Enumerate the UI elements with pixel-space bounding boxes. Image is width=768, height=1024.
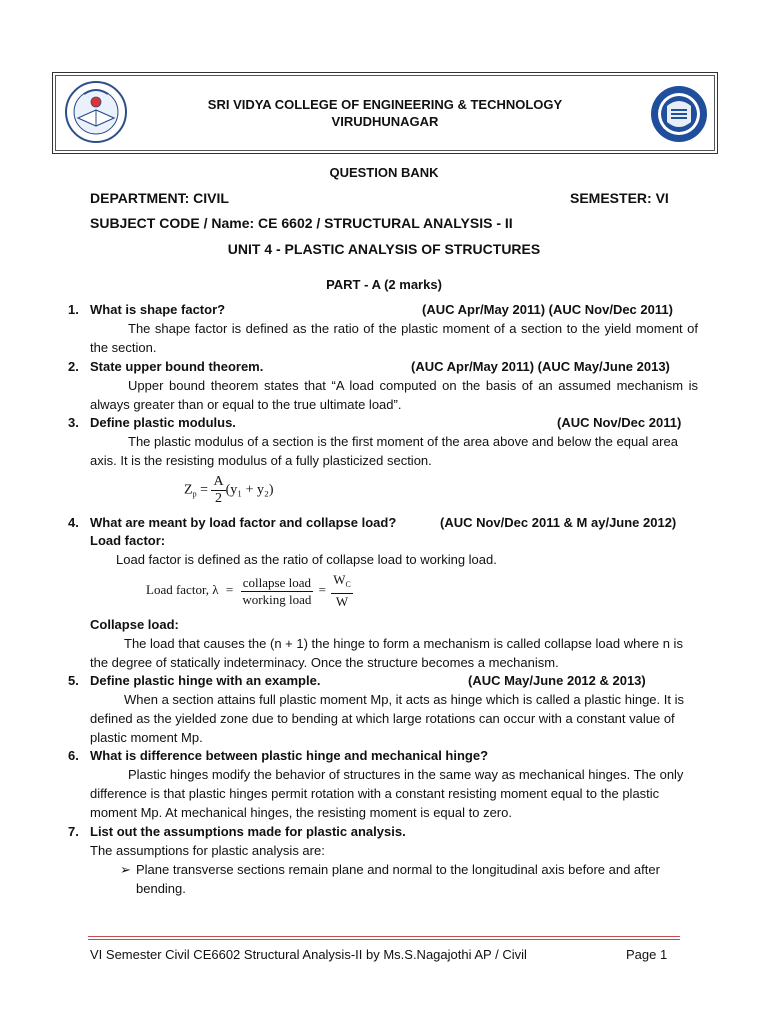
formula-denominator: working load: [242, 591, 312, 607]
question-number: 1.: [68, 302, 79, 317]
plastic-modulus-formula: [184, 474, 274, 507]
exam-reference: (AUC May/June 2012 & 2013): [468, 673, 646, 688]
load-factor-formula: [146, 572, 353, 610]
assumptions-intro: The assumptions for plastic analysis are:: [90, 843, 325, 858]
formula-lhs: Load factor, λ: [146, 581, 219, 597]
answer-text: The plastic modulus of a section is the first moment of the area above and below the equal area axis. It is the resisting modulus of a fully plasticized section.: [90, 434, 678, 468]
formula-fraction: [211, 474, 225, 507]
formula-denominator: W: [335, 594, 349, 609]
certification-logo-right: [648, 84, 710, 144]
college-name: SRI VIDYA COLLEGE OF ENGINEERING & TECHNOLOGY: [207, 97, 563, 112]
exam-reference: (AUC Nov/Dec 2011 & M ay/June 2012): [440, 515, 677, 530]
doc-title: QUESTION BANK: [329, 165, 439, 180]
formula-denominator: 2: [215, 491, 223, 506]
subheading-load-factor: Load factor:: [90, 533, 166, 548]
subheading-collapse-load: Collapse load:: [90, 617, 179, 632]
footer-rule-secondary: [88, 939, 680, 940]
answer-text: Upper bound theorem states that “A load computed on the basis of an assumed mechanism is always greater than or equal to the true ultimate load”.: [90, 378, 698, 412]
collapse-load-definition: The load that causes the (n + 1) the hinge to form a mechanism is called collapse load where n is the degree of statically indeterminacy. Once the structure becomes a mechanism.: [90, 636, 683, 670]
formula-lhs: Z: [184, 482, 193, 498]
formula-lhs-subscript: p: [192, 489, 197, 499]
unit-title: UNIT 4 - PLASTIC ANALYSIS OF STRUCTURES: [227, 241, 541, 257]
formula-rhs: (y₁ + y₂): [225, 482, 274, 498]
question-number: 2.: [68, 359, 79, 374]
question-text: What are meant by load factor and collapse load?: [90, 515, 397, 530]
formula-fraction: [240, 575, 313, 608]
question-text: What is shape factor?: [90, 302, 226, 317]
question-text: State upper bound theorem.: [90, 359, 264, 374]
formula-numerator: A: [213, 474, 224, 489]
exam-reference: (AUC Apr/May 2011) (AUC Nov/Dec 2011): [422, 302, 673, 317]
semester-label: SEMESTER: VI: [570, 190, 669, 206]
part-title: PART - A (2 marks): [326, 277, 442, 292]
assumption-bullet: Plane transverse sections remain plane and normal to the longitudinal axis before and after bending.: [136, 862, 660, 896]
question-number: 7.: [68, 824, 79, 839]
footer-text: VI Semester Civil CE6602 Structural Analysis-II by Ms.S.Nagajothi AP / Civil: [90, 947, 527, 962]
question-text: Define plastic hinge with an example.: [90, 673, 321, 688]
load-factor-definition: Load factor is defined as the ratio of collapse load to working load.: [116, 552, 497, 567]
answer-text: Plastic hinges modify the behavior of structures in the same way as mechanical hinges. The only difference is that plastic hinges permit rotation with a constant resisting moment equal to the plastic moment Mp. At mechanical hinges, the resisting moment is equal to zero.: [90, 767, 684, 820]
subject-label: SUBJECT CODE / Name: CE 6602 / STRUCTURAL ANALYSIS - II: [90, 215, 513, 231]
exam-reference: (AUC Apr/May 2011) (AUC May/June 2013): [411, 359, 670, 374]
question-number: 5.: [68, 673, 79, 688]
department-label: DEPARTMENT: CIVIL: [90, 190, 229, 206]
header-border: [52, 72, 718, 154]
answer-text: When a section attains full plastic moment Mp, it acts as hinge which is called a plastic hinge. It is defined as the yielded zone due to bending at which large rotations can occur with a constant value of plastic moment Mp.: [90, 692, 684, 745]
question-text: Define plastic modulus.: [90, 415, 236, 430]
exam-reference: (AUC Nov/Dec 2011): [557, 415, 682, 430]
answer-text: The shape factor is defined as the ratio of the plastic moment of a section to the yield moment of the section.: [90, 321, 698, 355]
footer-rule: [88, 936, 680, 937]
bullet-arrow-icon: ➢: [120, 862, 131, 877]
question-number: 3.: [68, 415, 79, 430]
question-text: List out the assumptions made for plastic analysis.: [90, 824, 406, 839]
formula-numerator: collapse load: [242, 574, 311, 590]
college-logo-left: [62, 80, 130, 144]
question-text: What is difference between plastic hinge and mechanical hinge?: [90, 748, 489, 763]
formula-fraction-2: [331, 572, 353, 610]
formula-numerator: W: [333, 572, 346, 587]
formula-equals: =: [318, 581, 326, 597]
question-number: 4.: [68, 515, 79, 530]
formula-equals: =: [225, 581, 234, 597]
page-number: Page 1: [626, 947, 668, 962]
formula-numerator-subscript: C: [345, 580, 351, 589]
question-number: 6.: [68, 748, 79, 763]
college-city: VIRUDHUNAGAR: [331, 114, 439, 129]
formula-equals: =: [200, 482, 208, 498]
